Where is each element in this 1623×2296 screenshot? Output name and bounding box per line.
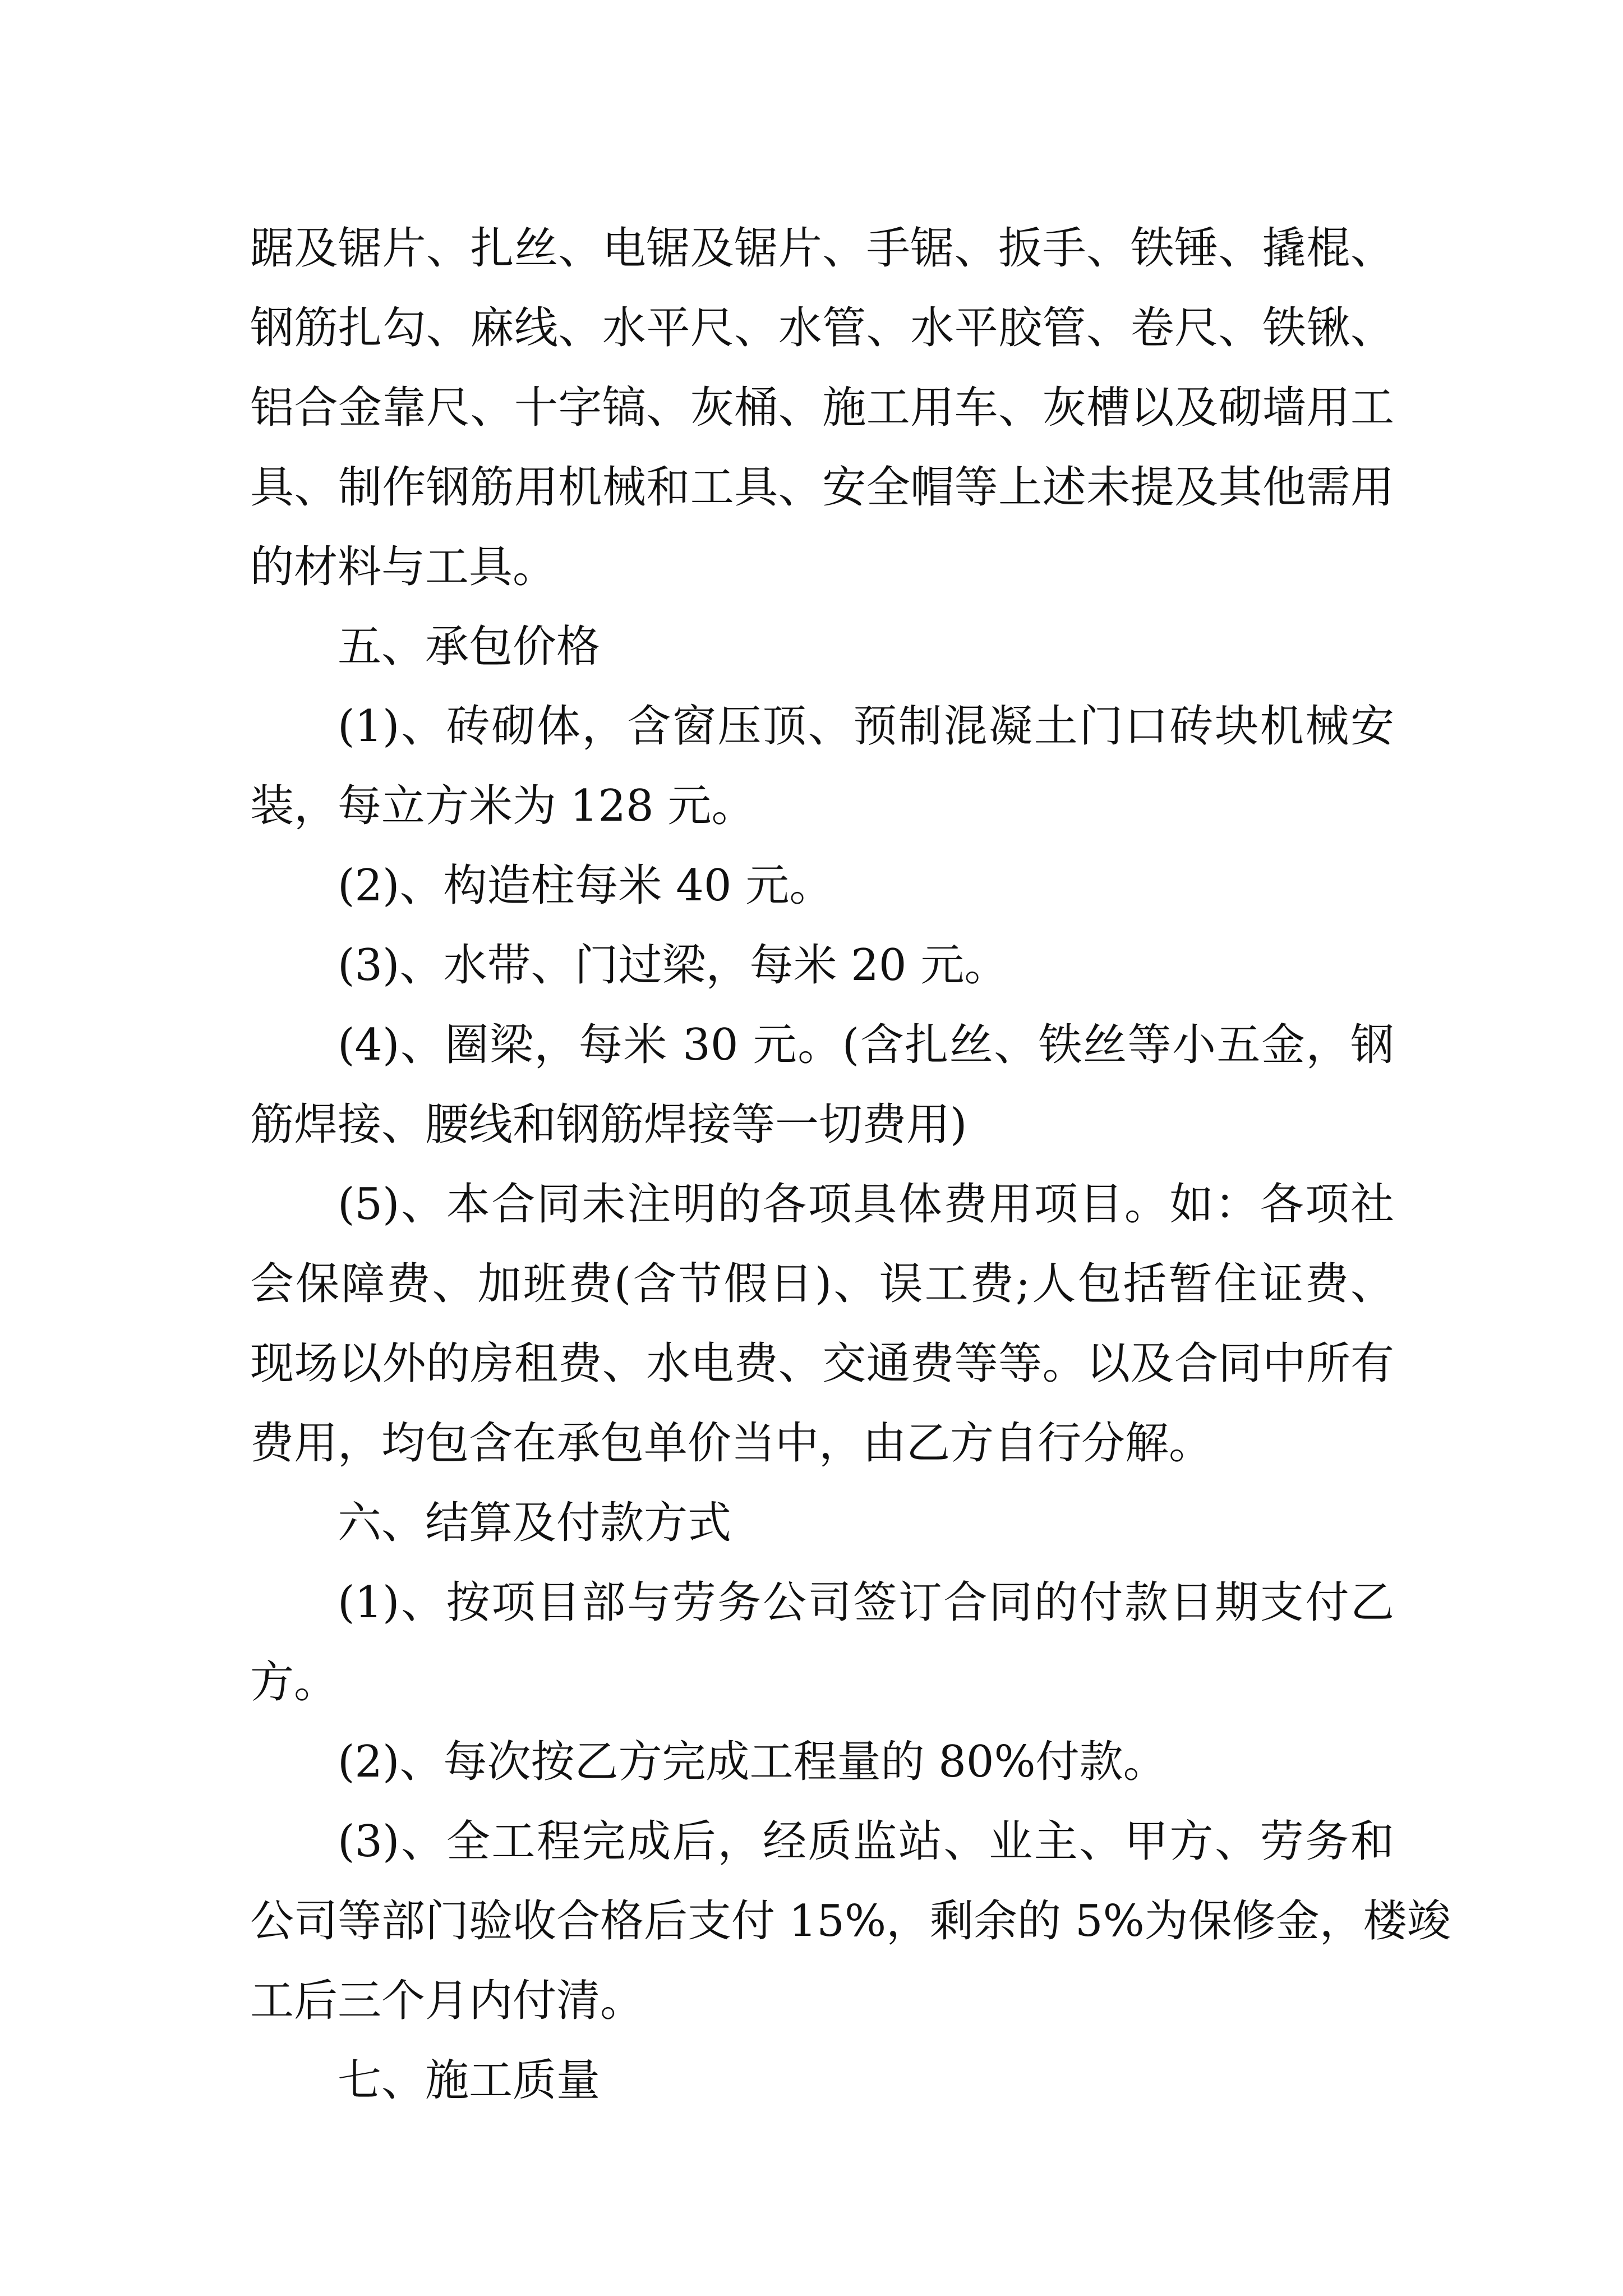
section-heading: 五、承包价格 — [338, 622, 601, 672]
text-line: 费用，均包含在承包单价当中，由乙方自行分解。 — [250, 1418, 1213, 1469]
text-line: 筋焊接、腰线和钢筋焊接等一切费用) — [250, 1099, 967, 1150]
document-body — [250, 209, 1451, 2120]
text-line: (1)、按项目部与劳务公司签订合同的付款日期支付乙 — [338, 1577, 1394, 1628]
text-line: (2)、每次按乙方完成工程量的 80%付款。 — [338, 1737, 1167, 1787]
text-line: 铝合金靠尺、十字镐、灰桶、施工用车、灰槽以及砌墙用工 — [250, 383, 1394, 433]
text-line: 具、制作钢筋用机械和工具、安全帽等上述未提及其他需用 — [250, 462, 1394, 513]
text-line: 踞及锯片、扎丝、电锯及锯片、手锯、扳手、铁锤、撬棍、 — [250, 223, 1394, 274]
text-line: (1)、砖砌体，含窗压顶、预制混凝土门口砖块机械安 — [338, 701, 1394, 752]
text-line: 公司等部门验收合格后支付 15%，剩余的 5%为保修金，楼竣 — [250, 1896, 1451, 1947]
section-heading: 七、施工质量 — [338, 2055, 601, 2106]
section-heading: 六、结算及付款方式 — [338, 1498, 732, 1548]
text-line: 现场以外的房租费、水电费、交通费等等。以及合同中所有 — [250, 1338, 1394, 1389]
text-line: 会保障费、加班费(含节假日)、误工费;人包括暂住证费、 — [250, 1259, 1394, 1309]
text-line: 钢筋扎勾、麻线、水平尺、水管、水平胶管、卷尺、铁锹、 — [250, 303, 1394, 353]
text-line: 的材料与工具。 — [250, 542, 557, 592]
text-line: (2)、构造柱每米 40 元。 — [338, 861, 833, 911]
text-line: (4)、圈梁，每米 30 元。(含扎丝、铁丝等小五金，钢 — [338, 1020, 1394, 1070]
text-line: 方。 — [250, 1657, 338, 1708]
text-line: 工后三个月内付清。 — [250, 1976, 644, 2026]
text-line: 装，每立方米为 128 元。 — [250, 781, 755, 831]
text-line: (3)、全工程完成后，经质监站、业主、甲方、劳务和 — [338, 1816, 1394, 1867]
text-line: (3)、水带、门过梁，每米 20 元。 — [338, 940, 1008, 991]
text-line: (5)、本合同未注明的各项具体费用项目。如：各项社 — [338, 1179, 1394, 1230]
